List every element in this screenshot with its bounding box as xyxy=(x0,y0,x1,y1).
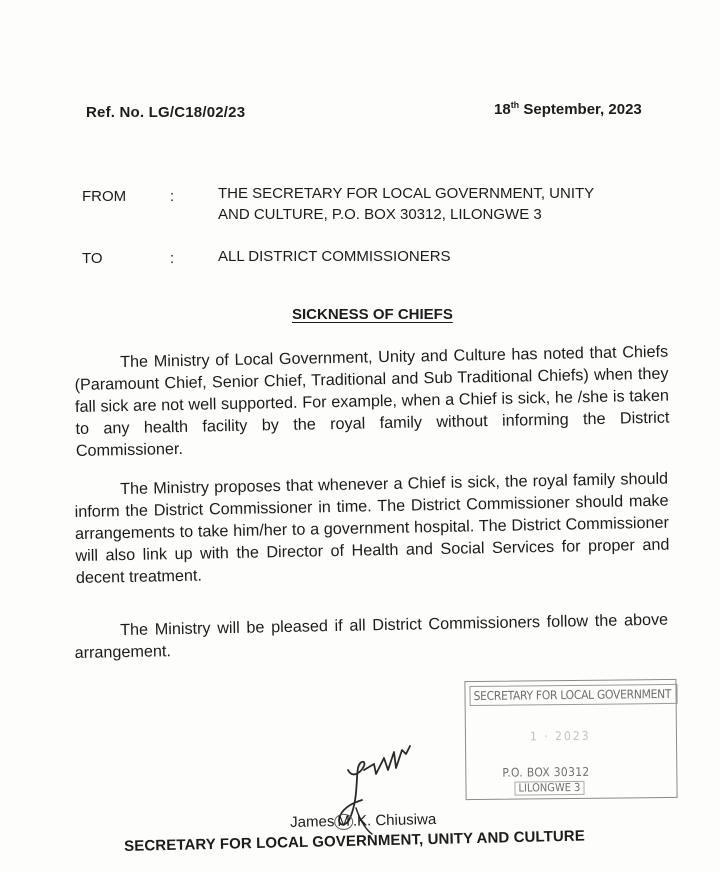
from-label: FROM xyxy=(82,188,127,205)
signatory-middle-initial: M xyxy=(334,814,353,830)
date-suffix: th xyxy=(510,100,520,110)
to-label: TO xyxy=(82,250,103,267)
signatory-title: SECRETARY FOR LOCAL GOVERNMENT, UNITY AND CULTURE xyxy=(124,827,586,855)
from-address-line-1: THE SECRETARY FOR LOCAL GOVERNMENT, UNITY xyxy=(218,185,595,202)
office-stamp xyxy=(464,679,677,800)
date-rest: September, 2023 xyxy=(519,101,642,118)
stamp-po-box: P.O. BOX 30312 xyxy=(502,764,590,780)
stamp-title: SECRETARY FOR LOCAL GOVERNMENT xyxy=(469,684,677,706)
memo-date xyxy=(494,100,642,118)
body-paragraph-1-text: The Ministry of Local Government, Unity and Culture has noted that Chiefs (Paramount Chief, Senior Chief, Traditional and Sub Traditional Chiefs) when they fall sick are not well supported. For example, when a Chief is sick, he /she is taken to any health facility by the royal family without informing the District Commissioner. xyxy=(74,342,670,460)
body-paragraph-2-text: The Ministry proposes that whenever a Chief is sick, the royal family should inform the District Commissioner in time. The District Commissioner should make arrangements to take him/her to a government hospital. The District Commissioner will also link up with the Director of Health and Social Services for proper and decent treatment. xyxy=(74,469,670,587)
body-paragraph-1 xyxy=(74,341,670,462)
from-address-line-2: AND CULTURE, P.O. BOX 30312, LILONGWE 3 xyxy=(218,206,542,223)
subject-heading: SICKNESS OF CHIEFS xyxy=(292,306,453,323)
body-paragraph-3 xyxy=(74,609,669,664)
to-recipient: ALL DISTRICT COMMISSIONERS xyxy=(218,248,451,265)
body-paragraph-2 xyxy=(74,468,670,589)
to-colon: : xyxy=(170,250,175,267)
signatory-last-name: .K. Chiusiwa xyxy=(352,810,437,830)
stamp-city: LILONGWE 3 xyxy=(514,781,584,796)
reference-number: Ref. No. LG/C18/02/23 xyxy=(86,104,246,121)
from-colon: : xyxy=(170,188,175,205)
stamp-date: 1 · 2023 xyxy=(529,728,591,744)
body-paragraph-3-text: The Ministry will be pleased if all District Commissioners follow the above arrangement. xyxy=(74,610,669,662)
signatory-name xyxy=(290,811,436,831)
date-day: 18 xyxy=(494,101,511,118)
from-address xyxy=(218,183,594,225)
signatory-first-name: James xyxy=(290,813,335,831)
